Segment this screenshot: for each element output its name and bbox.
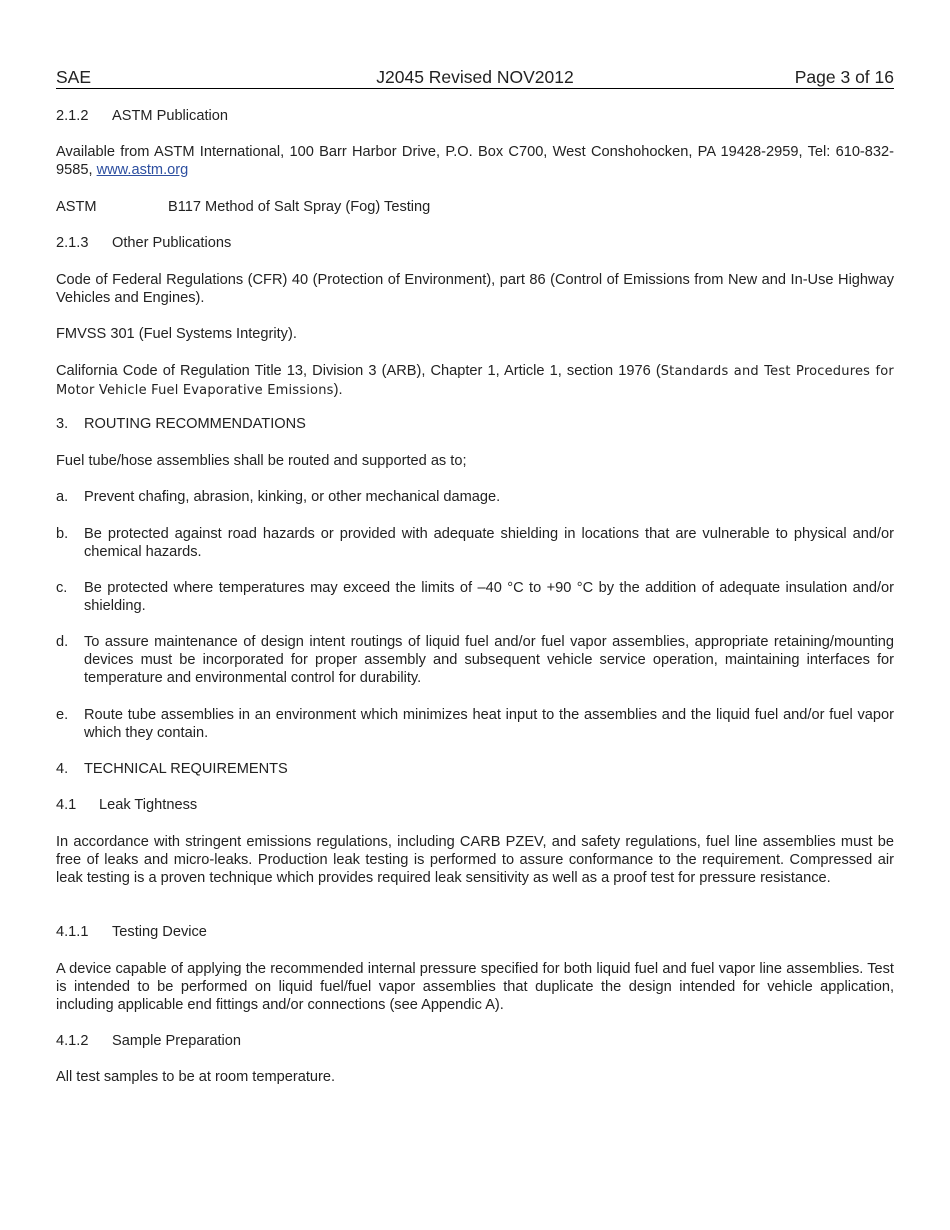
- section-number: 4.1.1: [56, 924, 89, 940]
- cfr-paragraph: Code of Federal Regulations (CFR) 40 (Protection of Environment), part 86 (Control of Emissions from New and In-Use Highway Vehicles and Engines).: [56, 272, 894, 306]
- header-org: SAE: [56, 67, 92, 87]
- section-number: 2.1.2: [56, 108, 89, 124]
- heading-2-1-2: [56, 107, 894, 125]
- section-title: Leak Tightness: [99, 797, 198, 813]
- list-item-text: To assure maintenance of design intent routings of liquid fuel and/or fuel vapor assemblies, appropriate retaining/mounting devices must be incorporated for proper assembly and subsequent vehicle service operation, maintaining interfaces for temperature and environmental control for durability.: [84, 634, 894, 686]
- california-code-text: California Code of Regulation Title 13, Division 3 (ARB), Chapter 1, Article 1, section 1976 (: [56, 363, 661, 379]
- list-item-text: Be protected against road hazards or provided with adequate shielding in locations that are vulnerable to physical and/or chemical hazards.: [84, 526, 894, 560]
- section-title: ASTM Publication: [112, 108, 228, 124]
- list-marker: e.: [56, 707, 69, 723]
- section-title: Sample Preparation: [112, 1033, 241, 1049]
- list-item-text: Route tube assemblies in an environment which minimizes heat input to the assemblies and the liquid fuel and/or fuel vapor which they contain.: [84, 707, 894, 741]
- heading-4-1-2: [56, 1032, 894, 1050]
- testing-device-paragraph: A device capable of applying the recommended internal pressure specified for both liquid fuel and fuel vapor line assemblies. Test is intended to be performed on liquid fuel/fuel vapor assemblies that duplicate the design intended for vehicle application, including applicable end fittings and/or connections (see Appendic A).: [56, 961, 894, 1013]
- leak-tightness-paragraph: In accordance with stringent emissions regulations, including CARB PZEV, and safety regulations, fuel line assemblies must be free of leaks and micro-leaks. Production leak testing is performed to assure conformance to the requirement. Compressed air leak testing is a proven technique which provides required leak sensitivity as well as a proof test for pressure resistance.: [56, 834, 894, 886]
- list-item: [56, 488, 894, 506]
- routing-intro: Fuel tube/hose assemblies shall be routed and supported as to;: [56, 453, 467, 469]
- section-number: 4.1: [56, 797, 77, 813]
- availability-text: Available from ASTM International, 100 Barr Harbor Drive, P.O. Box C700, West Conshohocken, PA 19428-2959, Tel: 610-832-9585,: [56, 144, 894, 178]
- reference-label: ASTM: [56, 199, 97, 215]
- section-title: Other Publications: [112, 235, 232, 251]
- heading-4-1: [56, 796, 894, 814]
- header-doc-id: J2045 Revised NOV2012: [376, 67, 574, 87]
- heading-4: [56, 760, 894, 778]
- list-marker: d.: [56, 634, 69, 650]
- california-code-title: Standards and Test Procedures for Motor Vehicle Fuel Evaporative Emissions: [56, 364, 894, 398]
- list-marker: a.: [56, 489, 69, 505]
- list-item: [56, 525, 894, 561]
- heading-2-1-3: [56, 234, 894, 252]
- list-item: [56, 706, 894, 742]
- section-number: 3.: [56, 416, 69, 432]
- california-code-paragraph: [56, 362, 894, 400]
- header-page-number: Page 3 of 16: [794, 67, 894, 87]
- astm-availability-paragraph: [56, 143, 894, 179]
- page-header: [56, 66, 894, 89]
- astm-website-link[interactable]: www.astm.org: [96, 162, 189, 178]
- list-item-text: Prevent chafing, abrasion, kinking, or other mechanical damage.: [84, 489, 501, 505]
- list-item: [56, 579, 894, 615]
- section-number: 2.1.3: [56, 235, 89, 251]
- california-code-end: ).: [333, 382, 343, 398]
- section-title: ROUTING RECOMMENDATIONS: [84, 416, 306, 432]
- list-item: [56, 633, 894, 687]
- list-marker: c.: [56, 580, 68, 596]
- heading-4-1-1: [56, 923, 894, 941]
- fmvss-paragraph: FMVSS 301 (Fuel Systems Integrity).: [56, 326, 297, 342]
- section-number: 4.1.2: [56, 1033, 89, 1049]
- section-title: TECHNICAL REQUIREMENTS: [84, 761, 288, 777]
- section-number: 4.: [56, 761, 69, 777]
- sample-preparation-paragraph: All test samples to be at room temperature.: [56, 1069, 336, 1085]
- reference-text: B117 Method of Salt Spray (Fog) Testing: [168, 199, 431, 215]
- list-marker: b.: [56, 526, 69, 542]
- section-title: Testing Device: [112, 924, 207, 940]
- heading-3: [56, 415, 894, 433]
- astm-reference: [56, 198, 894, 216]
- list-item-text: Be protected where temperatures may exceed the limits of –40 °C to +90 °C by the addition of adequate insulation and/or shielding.: [84, 580, 894, 614]
